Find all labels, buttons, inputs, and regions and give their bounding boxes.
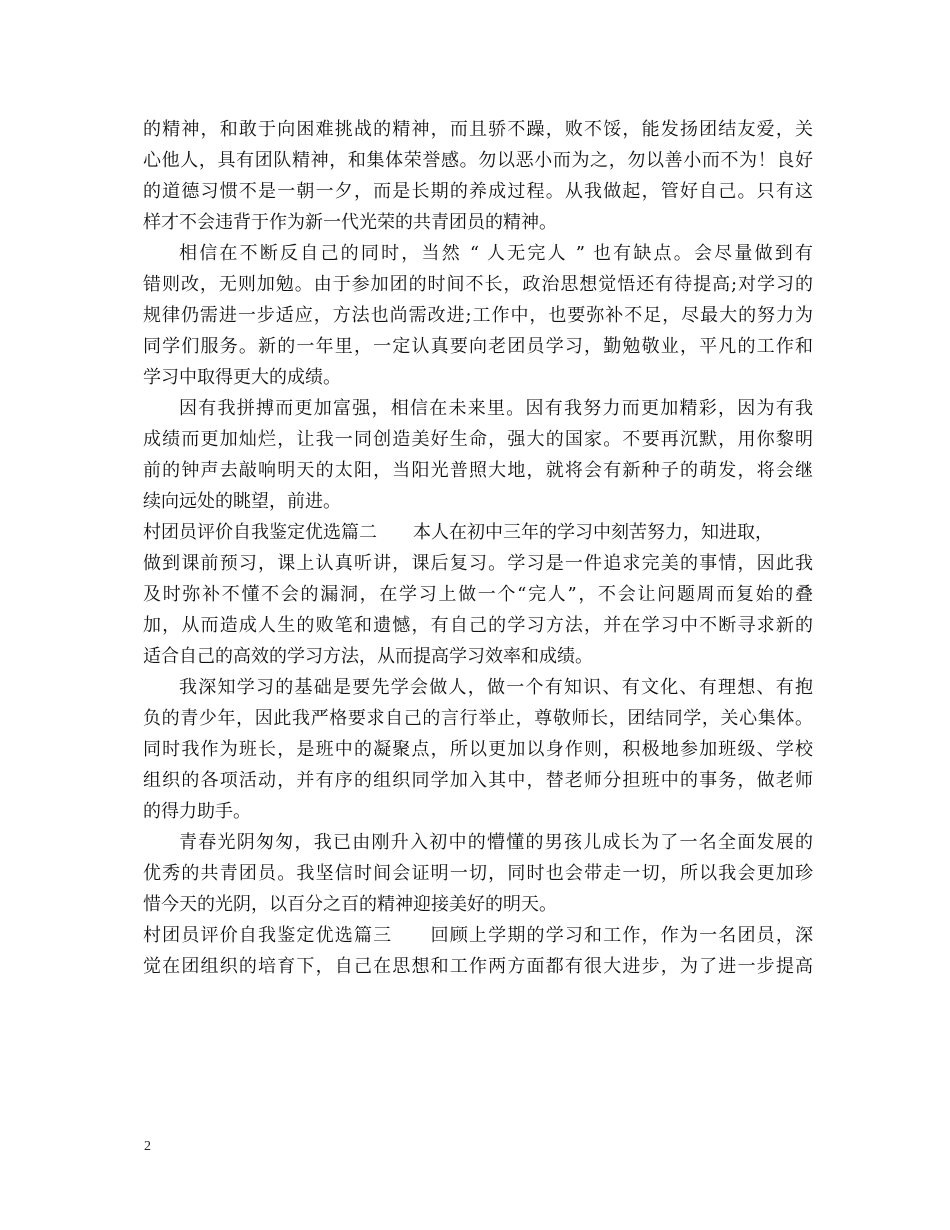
text-line: 相信在不断反自己的同时，当然 “ 人无完人 ” 也有缺点。会尽量做到有 (179, 243, 813, 264)
text-line: 觉在团组织的培育下，自己在思想和工作两方面都有很大进步，为了进一步提高 (143, 956, 813, 977)
text-line: 续向远处的眺望，前进。 (143, 491, 341, 512)
text-line: 我深知学习的基础是要先学会做人，做一个有知识、有文化、有理想、有抱 (179, 677, 813, 698)
text-line: 加，从而造成人生的败笔和遗憾，有自己的学习方法，并在学习中不断寻求新的 (143, 615, 813, 636)
text-line: 的得力助手。 (143, 801, 251, 822)
text-line: 村团员评价自我鉴定优选篇二 本人在初中三年的学习中刻苦努力，知进取， (143, 522, 773, 543)
text-line: 学习中取得更大的成绩。 (143, 367, 341, 388)
text-line: 适合自己的高效的学习方法，从而提高学习效率和成绩。 (143, 646, 593, 667)
page-number: 2 (144, 1139, 151, 1154)
text-line: 前的钟声去敲响明天的太阳，当阳光普照大地，就将会有新种子的萌发，将会继 (143, 460, 813, 481)
text-line: 成绩而更加灿烂，让我一同创造美好生命，强大的国家。不要再沉默，用你黎明 (143, 429, 813, 450)
text-line: 组织的各项活动，并有序的组织同学加入其中，替老师分担班中的事务，做老师 (143, 770, 813, 791)
text-line: 规律仍需进一步适应，方法也尚需改进;工作中，也要弥补不足，尽最大的努力为 (143, 305, 813, 326)
text-line: 因有我拼搏而更加富强，相信在未来里。因有我努力而更加精彩，因为有我 (179, 398, 813, 419)
text-line: 样才不会违背于作为新一代光荣的共青团员的精神。 (143, 212, 557, 233)
text-line: 负的青少年，因此我严格要求自己的言行举止，尊敬师长，团结同学，关心集体。 (143, 708, 813, 729)
text-line: 做到课前预习，课上认真听讲，课后复习。学习是一件追求完美的事情，因此我 (143, 553, 813, 574)
text-line: 的精神，和敢于向困难挑战的精神，而且骄不躁，败不馁，能发扬团结友爱，关 (143, 119, 813, 140)
text-line: 同时我作为班长，是班中的凝聚点，所以更加以身作则，积极地参加班级、学校 (143, 739, 813, 760)
text-line: 及时弥补不懂不会的漏洞，在学习上做一个“完人”，不会让问题周而复始的叠 (143, 584, 813, 605)
text-line: 优秀的共青团员。我坚信时间会证明一切，同时也会带走一切，所以我会更加珍 (143, 863, 813, 884)
text-line: 错则改，无则加勉。由于参加团的时间不长，政治思想觉悟还有待提高;对学习的 (143, 274, 813, 295)
text-line: 同学们服务。新的一年里，一定认真要向老团员学习，勤勉敬业，平凡的工作和 (143, 336, 813, 357)
text-line: 村团员评价自我鉴定优选篇三 回顾上学期的学习和工作，作为一名团员，深 (143, 925, 813, 946)
text-line: 青春光阴匆匆，我已由刚升入初中的懵懂的男孩儿成长为了一名全面发展的 (179, 832, 813, 853)
text-line: 的道德习惯不是一朝一夕，而是长期的养成过程。从我做起，管好自己。只有这 (143, 181, 813, 202)
document-body (143, 114, 813, 982)
text-line: 心他人，具有团队精神，和集体荣誉感。勿以恶小而为之，勿以善小而不为！良好 (143, 150, 813, 171)
text-line: 惜今天的光阴，以百分之百的精神迎接美好的明天。 (143, 894, 557, 915)
